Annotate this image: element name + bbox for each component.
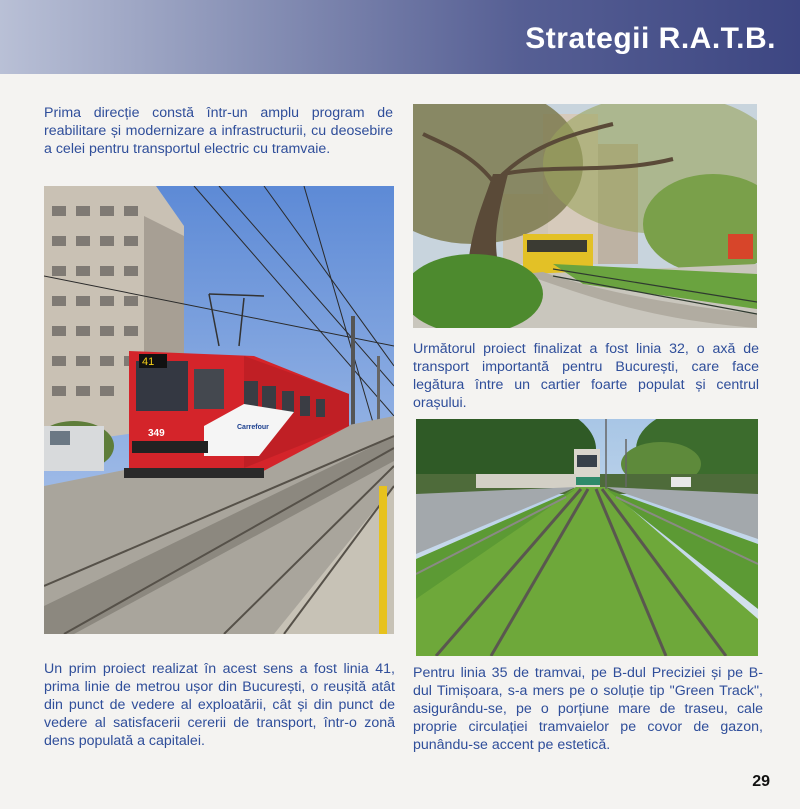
photo-tram-line-35-green-track xyxy=(416,419,758,656)
photo-tram-line-41 xyxy=(44,186,394,634)
tram-fleet-number: 349 xyxy=(148,428,165,439)
tram-route-number: 41 xyxy=(142,356,155,368)
page-title: Strategii R.A.T.B. xyxy=(525,22,776,55)
paragraph-line-41: Un prim proiect realizat în acest sens a fost linia 41, prima linie de metrou ușor din București, o reușită atât din punct de vedere al exploatării, cât și din punct de vedere al satisfacerii cererii de transport, într-o zonă dens populată a capitalei. xyxy=(44,661,395,749)
page-header xyxy=(0,0,800,74)
paragraph-line-32: Următorul proiect finalizat a fost linia 32, o axă de transport importantă pentru București, care face legătura între un cartier foarte populat și centrul orașului. xyxy=(413,341,759,411)
photo-tram-line-32-park xyxy=(413,104,757,328)
tram-advert-text: Carrefour xyxy=(237,424,269,431)
paragraph-line-35: Pentru linia 35 de tramvai, pe B-dul Preciziei și pe B-dul Timișoara, s-a mers pe o soluție tip "Green Track", asigurându-se, pe o porțiune mare de traseu, cale proprie circulației tramvaielor pe covor de gazon, punându-se accent pe estetică. xyxy=(413,665,763,753)
page-number: 29 xyxy=(752,773,770,790)
paragraph-intro: Prima direcție constă într-un amplu program de reabilitare și modernizare a infrastructurii, cu deosebire a celei pentru transportul electric cu tramvaie. xyxy=(44,105,393,157)
